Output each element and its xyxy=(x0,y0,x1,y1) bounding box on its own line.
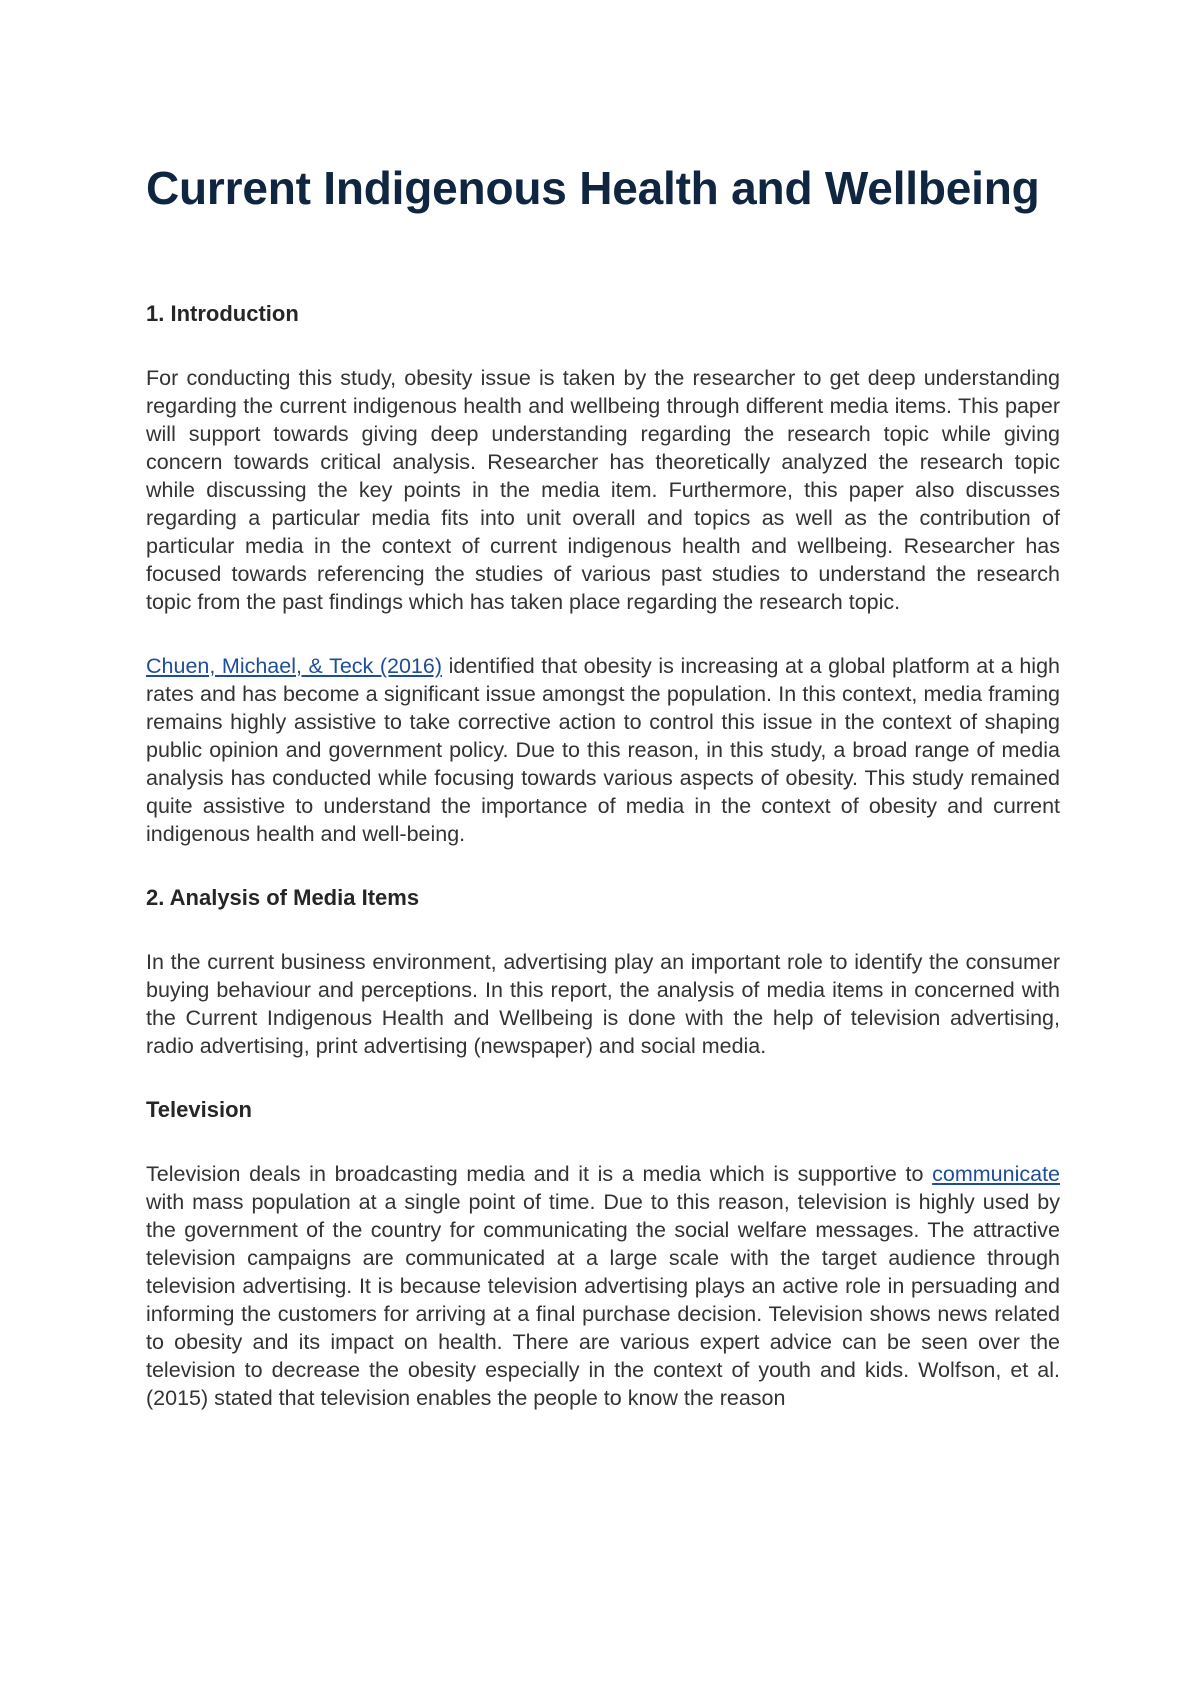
communicate-link[interactable]: communicate xyxy=(932,1162,1060,1186)
television-paragraph-text-end: with mass population at a single point of time. Due to this reason, television is highly used by the government of the country for communicating the social welfare messages. The attractive television campaigns are communicated at a large scale with the target audience through television advertising. It is because television advertising plays an active role in persuading and informing the customers for arriving at a final purchase decision. Television shows news related to obesity and its impact on health. There are various expert advice can be seen over the television to decrease the obesity especially in the context of youth and kids. Wolfson, et al. (2015) stated that television enables the people to know the reason xyxy=(146,1190,1060,1410)
section-heading-television: Television xyxy=(146,1097,252,1122)
citation-link-chuen[interactable]: Chuen, Michael, & Teck (2016) xyxy=(146,654,443,678)
intro-paragraph-2-text: identified that obesity is increasing at a global platform at a high rates and has become a significant issue amongst the population. In this context, media framing remains highly assistive to take corrective action to control this issue in the context of shaping public opinion and government policy. Due to this reason, in this study, a broad range of media analysis has conducted while focusing towards various aspects of obesity. This study remained quite assistive to understand the importance of media in the context of obesity and current indigenous health and well-being. xyxy=(146,654,1060,846)
television-paragraph-1 xyxy=(146,1160,1060,1412)
section-heading-introduction: 1. Introduction xyxy=(146,301,299,326)
document-page xyxy=(146,160,1060,1448)
section-heading-analysis: 2. Analysis of Media Items xyxy=(146,885,420,910)
intro-paragraph-2 xyxy=(146,652,1060,848)
analysis-paragraph-1: In the current business environment, advertising play an important role to identify the consumer buying behaviour and perceptions. In this report, the analysis of media items in concerned with the Current Indigenous Health and Wellbeing is done with the help of television advertising, radio advertising, print advertising (newspaper) and social media. xyxy=(146,950,1060,1058)
document-title: Current Indigenous Health and Wellbeing xyxy=(146,162,1040,214)
television-paragraph-text-start: Television deals in broadcasting media and it is a media which is supportive to xyxy=(146,1162,933,1186)
intro-paragraph-1: For conducting this study, obesity issue is taken by the researcher to get deep understanding regarding the current indigenous health and wellbeing through different media items. This paper will support towards giving deep understanding regarding the research topic while giving concern towards critical analysis. Researcher has theoretically analyzed the research topic while discussing the key points in the media item. Furthermore, this paper also discusses regarding a particular media fits into unit overall and topics as well as the contribution of particular media in the context of current indigenous health and wellbeing. Researcher has focused towards referencing the studies of various past studies to understand the research topic from the past findings which has taken place regarding the research topic. xyxy=(146,366,1060,614)
